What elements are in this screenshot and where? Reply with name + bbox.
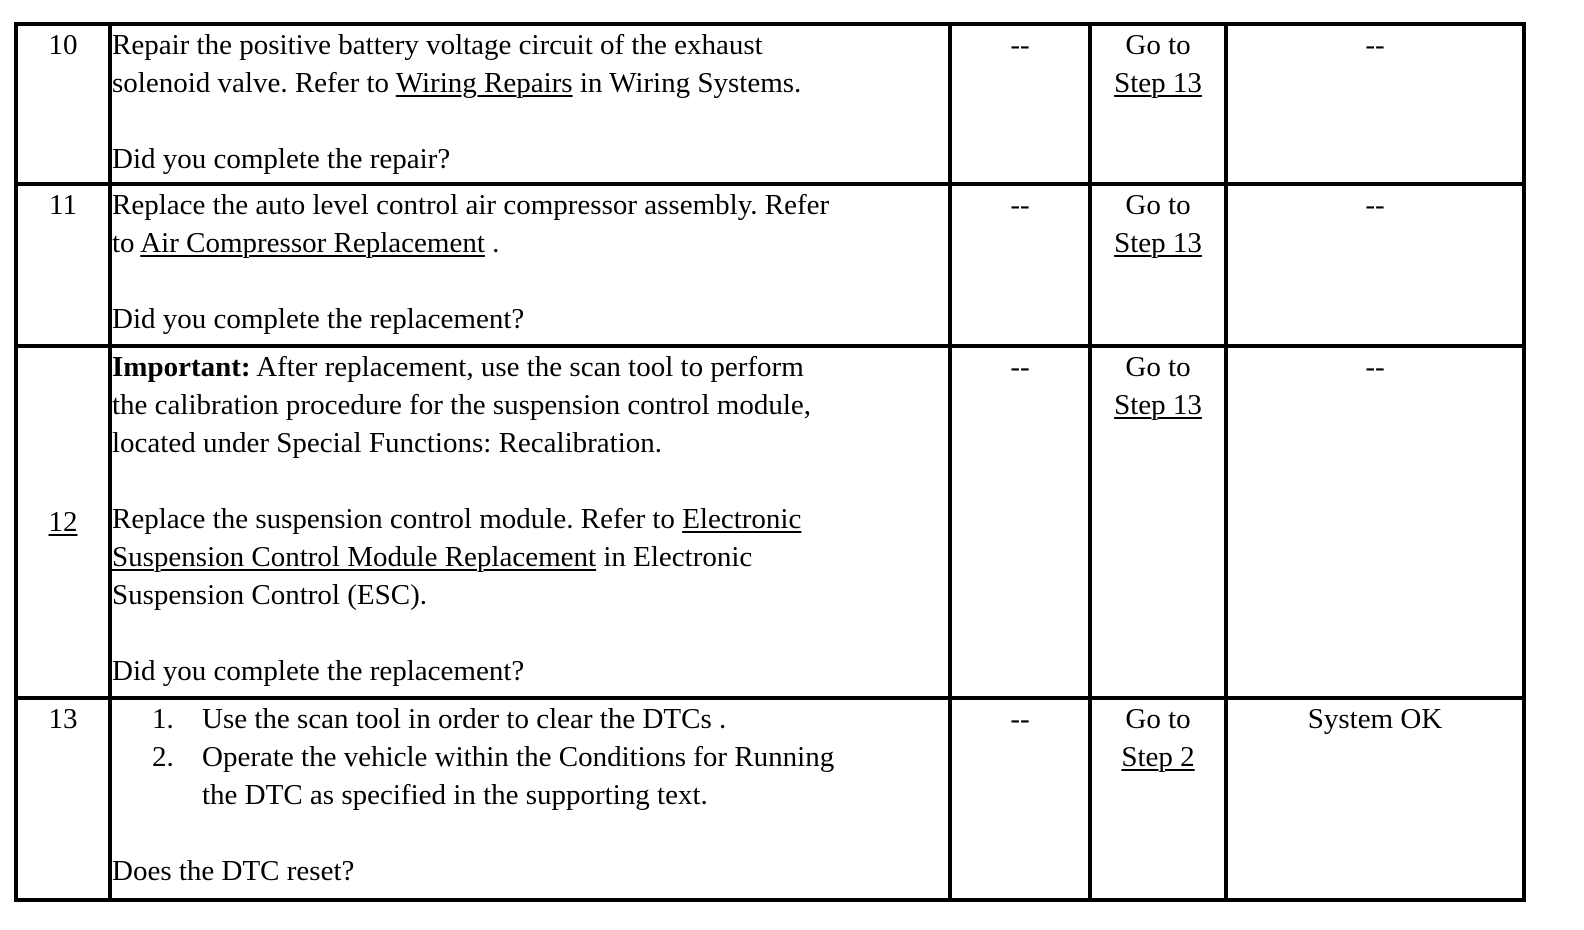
go-to-step-13-link[interactable]: Step 13 (1114, 227, 1202, 259)
yes-cell: Go to Step 13 (1090, 184, 1226, 346)
action-text: Replace the auto level control air compressor assembly. Refer (112, 189, 830, 221)
no-cell: -- (1226, 184, 1524, 346)
action-text: Repair the positive battery voltage circuit of the exhaust (112, 29, 763, 61)
yes-cell: Go to Step 13 (1090, 24, 1226, 184)
action-question: Did you complete the repair? (112, 143, 451, 175)
step-number: 10 (16, 24, 110, 184)
action-cell (110, 698, 950, 900)
action-question: Does the DTC reset? (112, 855, 355, 887)
table-row-step-10 (16, 24, 1524, 184)
wiring-repairs-link[interactable]: Wiring Repairs (395, 67, 573, 99)
list-item: 1. Use the scan tool in order to clear the DTCs . (152, 703, 727, 735)
yes-cell: Go to Step 2 (1090, 698, 1226, 900)
action-cell: Important: After replacement, use the scan tool to perform the calibration procedure for the suspension control module, located under Special Functions: Recalibration. Replace the suspension control module. Refer to Electronic Suspension Control Module Replacement in Electronic Suspension Control (ESC). Did you complete the replacement? (110, 346, 950, 698)
go-to-step-2-link[interactable]: Step 2 (1121, 741, 1195, 773)
value-cell: -- (950, 698, 1090, 900)
important-label: Important: (112, 351, 251, 383)
step-number: 13 (16, 698, 110, 900)
table-row-step-11 (16, 184, 1524, 346)
value-cell: -- (950, 346, 1090, 698)
action-question: Did you complete the replacement? (112, 655, 525, 687)
list-item: 2. Operate the vehicle within the Conditions for Running the DTC as specified in the supporting text. (152, 741, 835, 811)
no-cell: System OK (1226, 698, 1524, 900)
esc-module-replacement-link[interactable]: Electronic (682, 503, 802, 535)
esc-module-replacement-link-cont[interactable]: Suspension Control Module Replacement (112, 541, 597, 573)
go-to-step-13-link[interactable]: Step 13 (1114, 389, 1202, 421)
action-cell: Repair the positive battery voltage circuit of the exhaust solenoid valve. Refer to Wiring Repairs in Wiring Systems. Did you complete the repair? (110, 24, 950, 184)
step-number: 11 (16, 184, 110, 346)
step-12-link[interactable]: 12 (48, 506, 78, 538)
action-question: Did you complete the replacement? (112, 303, 525, 335)
value-cell: -- (950, 184, 1090, 346)
table-row-step-12 (16, 346, 1524, 698)
no-cell: -- (1226, 346, 1524, 698)
value-cell: -- (950, 24, 1090, 184)
diagnostic-table (14, 22, 1526, 902)
go-to-step-13-link[interactable]: Step 13 (1114, 67, 1202, 99)
yes-cell: Go to Step 13 (1090, 346, 1226, 698)
no-cell: -- (1226, 24, 1524, 184)
air-compressor-replacement-link[interactable]: Air Compressor Replacement (140, 227, 485, 259)
numbered-list (112, 700, 948, 814)
table-row-step-13 (16, 698, 1524, 900)
action-cell: Replace the auto level control air compressor assembly. Refer to Air Compressor Replacement . Did you complete the replacement? (110, 184, 950, 346)
